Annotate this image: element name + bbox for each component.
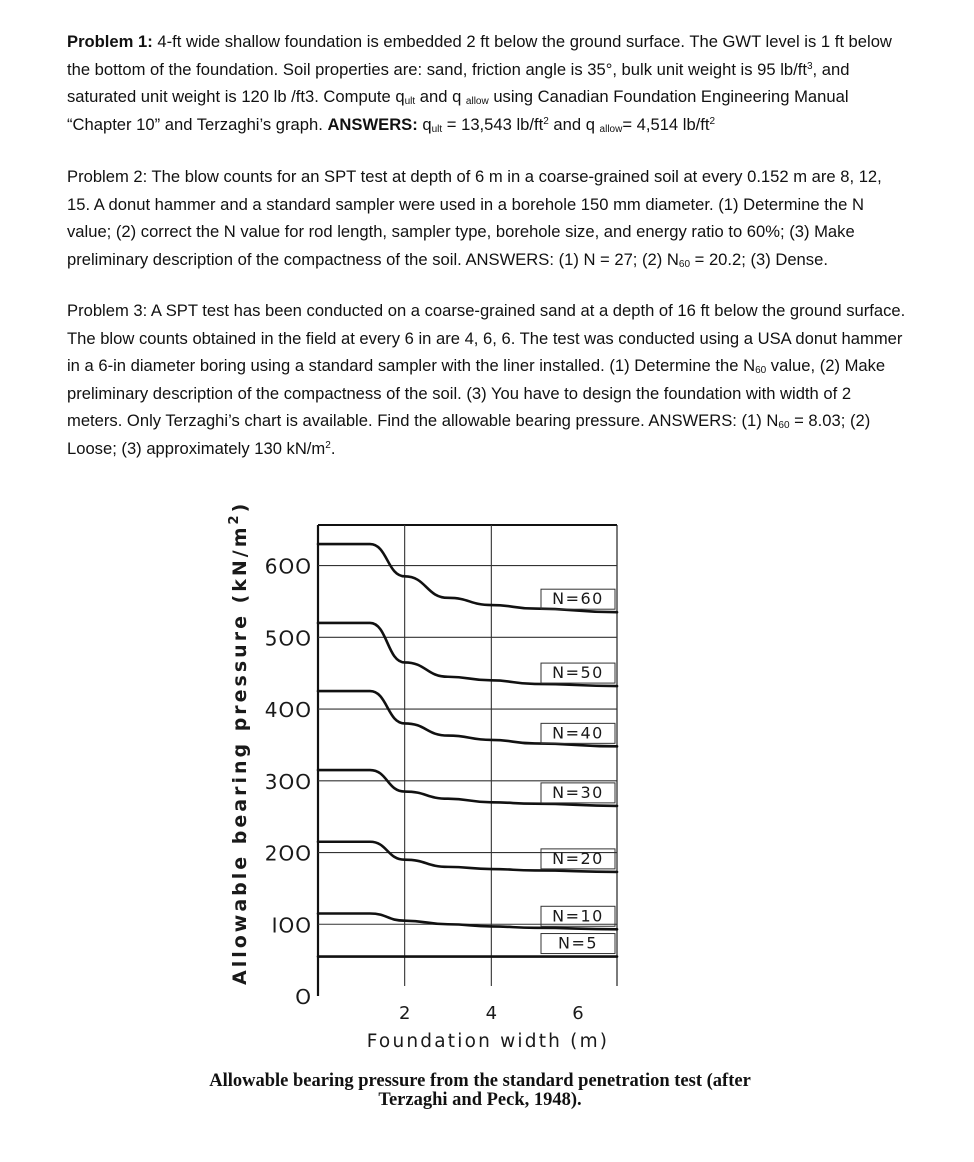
y-axis-label-text: Allowable bearing pressure (kN/m (229, 524, 251, 985)
problem-text-segment: 60 (678, 258, 691, 270)
problem-text-segment: . (330, 438, 336, 458)
problem-text-segment: Problem 2: The blow counts for an SPT test at depth of 6 m in a coarse-grained soil at every 0.152 m are 8, 12, 15. A donut hammer and a standard sampler were used in a borehole 150 mm diameter. (1) Determine the N value; (2) correct the N value for rod length, sampler type, borehole size, and energy ratio to 60%; (3) Make preliminary description of the compactness of the soil. ANSWERS: (1) N = 27; (2) N (67, 167, 882, 269)
problem-text-segment: and q (415, 87, 466, 106)
caption-line-1: Allowable bearing pressure from the standard penetration test (after (209, 1071, 751, 1091)
y-tick-label: 4OO (264, 698, 312, 723)
caption-line-2: Terzaghi and Peck, 1948). (378, 1090, 582, 1110)
y-tick-label: 2OO (264, 841, 312, 866)
problem-text-segment: allow (599, 123, 623, 135)
problem-text-segment: ult (431, 123, 443, 135)
problem-text-segment: = 20.2; (3) Dense. (690, 249, 828, 269)
series-label: N=20 (552, 848, 604, 868)
problem-text-segment: 4-ft wide shallow foundation is embedded 2 ft below the ground surface. The GWT level is 1 ft below the bottom of the foundation. Soil properties are: sand, friction angle is 35°, bulk unit weight is 95 lb/ft (67, 32, 892, 79)
y-tick-label: IOO (271, 913, 312, 938)
problem-text-segment: = 4,514 lb/ft (622, 114, 710, 134)
series-label: N=30 (552, 782, 604, 802)
series-label: N=60 (552, 589, 604, 609)
problem-text-segment: = 8.03; (2) Loose; (3) approximately 130 kN/m (67, 411, 871, 458)
problem-text-segment: = 13,543 lb/ft (442, 114, 544, 134)
problem-text-segment: 2 (543, 115, 549, 127)
problem-text-segment: value, (2) Make preliminary description of the compactness of the soil. (3) You have to design the foundation with width of 2 meters. Only Terzaghi’s chart is available. Find the allowable bearing pressure. ANSWERS: (1) N (67, 356, 886, 430)
x-tick-label: 6 (572, 1003, 584, 1024)
y-axis-label-superscript: 2 (227, 512, 242, 525)
y-tick-label: 6OO (264, 554, 312, 579)
problem-text-segment: 60 (778, 420, 790, 431)
problem-text-segment: ANSWERS: (327, 114, 418, 134)
x-axis-label: Foundation width (m) (366, 1031, 610, 1052)
x-tick-label: 2 (398, 1003, 411, 1024)
problem-text-segment: ult (404, 96, 416, 107)
chart-labels (541, 589, 615, 953)
problem-text-segment: using Canadian Foundation Engineering Manual “Chapter 10” and Terzaghi’s graph. (67, 87, 849, 134)
series-label: N=5 (557, 933, 599, 953)
problem-text-segment: 2 (709, 115, 716, 127)
y-axis-label-close: ) (229, 500, 251, 513)
chart-caption (150, 1072, 810, 1110)
problem-text-segment: 2 (325, 439, 331, 451)
problem-3 (67, 297, 907, 462)
problem-title: Problem 1: (67, 32, 153, 51)
problems-text (67, 28, 907, 462)
series-label: N=50 (552, 663, 604, 683)
series-label: N=10 (552, 906, 604, 926)
problem-1 (67, 28, 907, 138)
problem-2 (67, 163, 907, 273)
y-tick-label: 5OO (264, 626, 312, 651)
problem-text-segment: and q (548, 114, 600, 134)
problem-text-segment: allow (465, 96, 489, 107)
problem-text-segment: , and saturated unit weight is 120 lb /ft3. Compute q (67, 59, 850, 106)
bearing-pressure-chart (0, 500, 974, 1060)
problem-text-segment: Problem 3: A SPT test has been conducted on a coarse-grained sand at a depth of 16 ft below the ground surface. The blow counts obtained in the field at every 6 in are 4, 6, 6. The test was conducted using a USA donut hammer in a 6-in diameter boring using a standard sampler with the liner installed. (1) Determine the N (67, 301, 906, 375)
y-tick-label: 3OO (264, 769, 312, 794)
y-tick-label: O (295, 985, 312, 1009)
problem-text-segment: 60 (755, 365, 767, 376)
problem-text-segment: 3 (806, 60, 813, 72)
x-tick-label: 4 (485, 1003, 498, 1024)
y-axis-label (227, 501, 251, 985)
problem-text-segment: q (417, 114, 432, 134)
chart-tick-labels (265, 555, 584, 1024)
series-label: N=40 (552, 723, 604, 743)
